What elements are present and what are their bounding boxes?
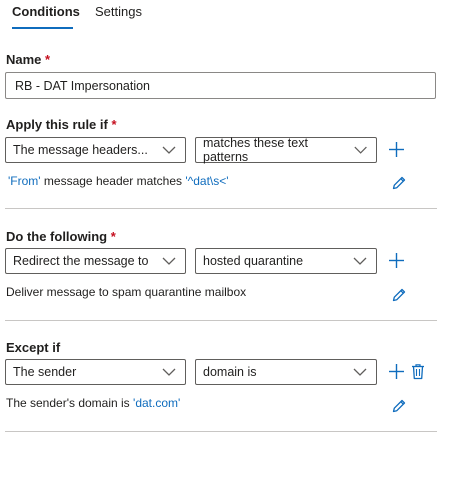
do-following-label bbox=[6, 229, 116, 244]
name-label-text: Name bbox=[6, 52, 42, 67]
apply-operator-value: matches these text patterns bbox=[203, 136, 308, 164]
required-mark: * bbox=[110, 229, 116, 244]
plus-icon[interactable] bbox=[388, 141, 405, 158]
exception-operator-dropdown[interactable] bbox=[195, 359, 377, 385]
action-target-value: hosted quarantine bbox=[203, 254, 304, 268]
exception-dropdown[interactable] bbox=[5, 359, 186, 385]
pencil-icon[interactable] bbox=[391, 398, 407, 414]
except-if-label bbox=[6, 340, 60, 355]
apply-rule-description bbox=[8, 174, 229, 188]
trash-icon[interactable] bbox=[410, 363, 426, 380]
section-divider bbox=[5, 208, 437, 209]
apply-rule-label bbox=[6, 117, 117, 132]
pencil-icon[interactable] bbox=[391, 287, 407, 303]
description-text: message header matches bbox=[40, 174, 186, 188]
action-value: Redirect the message to bbox=[13, 254, 149, 268]
name-input[interactable] bbox=[5, 72, 436, 99]
chevron-down-icon bbox=[350, 367, 370, 377]
chevron-down-icon bbox=[350, 256, 370, 266]
description-text: The sender's domain is bbox=[6, 396, 134, 410]
required-mark: * bbox=[111, 117, 117, 132]
apply-operator-dropdown[interactable] bbox=[195, 137, 377, 163]
apply-condition-dropdown[interactable] bbox=[5, 137, 186, 163]
pattern-link[interactable]: '^dat\s<' bbox=[185, 174, 229, 188]
chevron-down-icon bbox=[351, 145, 370, 155]
apply-condition-value: The message headers... bbox=[13, 143, 148, 157]
name-label bbox=[6, 52, 50, 67]
chevron-down-icon bbox=[159, 145, 179, 155]
tab-settings[interactable]: Settings bbox=[95, 4, 142, 19]
action-target-dropdown[interactable] bbox=[195, 248, 377, 274]
domain-link[interactable]: 'dat.com' bbox=[133, 396, 181, 410]
plus-icon[interactable] bbox=[388, 252, 405, 269]
tab-conditions[interactable]: Conditions bbox=[12, 4, 80, 19]
except-if-label-text: Except if bbox=[6, 340, 61, 355]
header-name-link[interactable]: 'From' bbox=[8, 174, 41, 188]
chevron-down-icon bbox=[159, 367, 179, 377]
apply-rule-label-text: Apply this rule if bbox=[6, 117, 108, 132]
exception-description bbox=[6, 396, 180, 410]
pencil-icon[interactable] bbox=[391, 175, 407, 191]
active-tab-indicator bbox=[12, 27, 73, 29]
required-mark: * bbox=[45, 52, 51, 67]
chevron-down-icon bbox=[159, 256, 179, 266]
name-input-value: RB - DAT Impersonation bbox=[15, 78, 151, 93]
exception-value: The sender bbox=[13, 365, 77, 379]
section-divider bbox=[5, 431, 437, 432]
action-dropdown[interactable] bbox=[5, 248, 186, 274]
do-following-label-text: Do the following bbox=[6, 229, 108, 244]
action-description: Deliver message to spam quarantine mailbox bbox=[6, 285, 247, 299]
section-divider bbox=[5, 320, 437, 321]
exception-operator-value: domain is bbox=[203, 365, 257, 379]
plus-icon[interactable] bbox=[388, 363, 405, 380]
